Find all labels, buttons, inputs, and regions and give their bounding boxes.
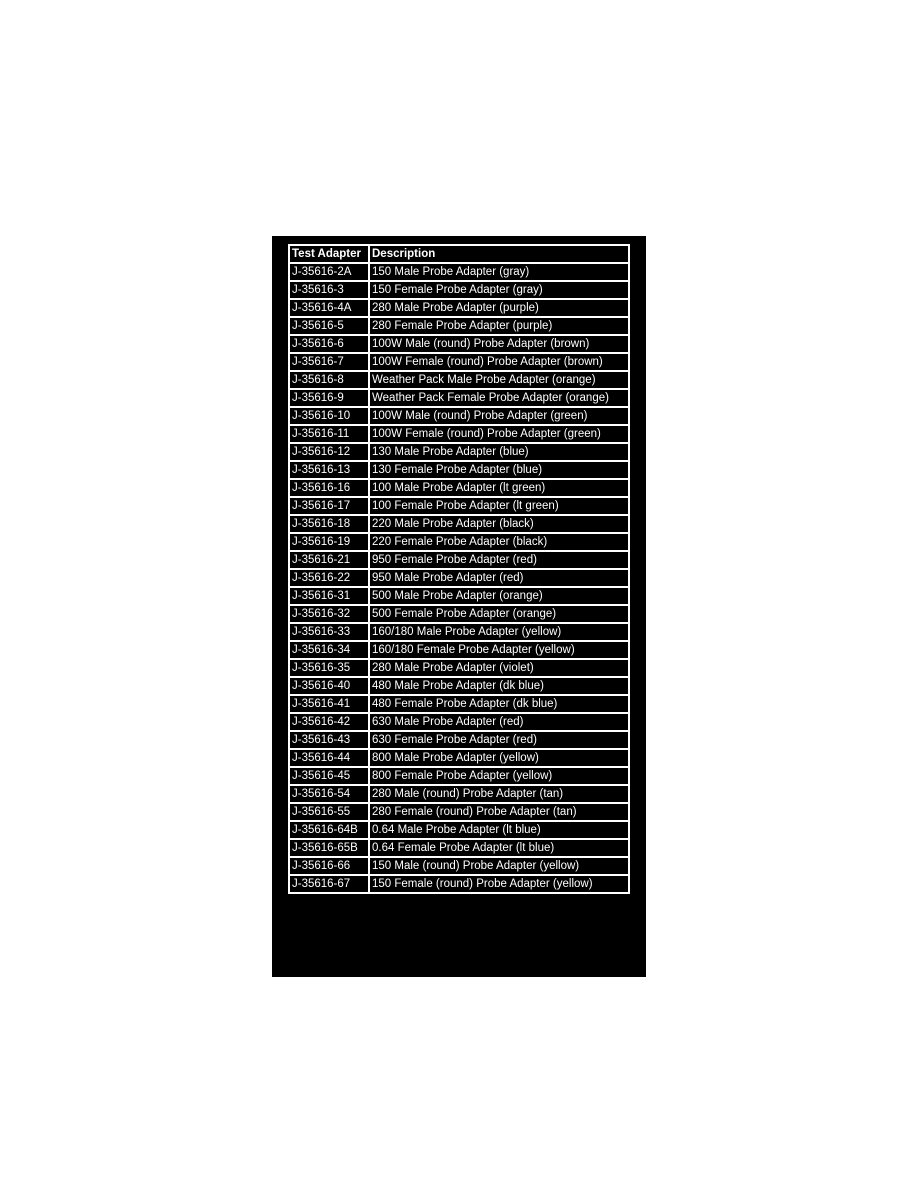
adapter-description: 500 Male Probe Adapter (orange) <box>369 587 629 605</box>
table-row <box>289 389 629 407</box>
table-row <box>289 335 629 353</box>
adapter-description: 800 Male Probe Adapter (yellow) <box>369 749 629 767</box>
adapter-description: 0.64 Female Probe Adapter (lt blue) <box>369 839 629 857</box>
adapter-description: 0.64 Male Probe Adapter (lt blue) <box>369 821 629 839</box>
table-row <box>289 857 629 875</box>
adapter-part-number: J-35616-19 <box>289 533 369 551</box>
table-row <box>289 821 629 839</box>
adapter-part-number: J-35616-33 <box>289 623 369 641</box>
adapter-table-panel <box>272 236 646 977</box>
adapter-description: 800 Female Probe Adapter (yellow) <box>369 767 629 785</box>
adapter-description: 280 Female Probe Adapter (purple) <box>369 317 629 335</box>
adapter-description: 150 Female Probe Adapter (gray) <box>369 281 629 299</box>
table-row <box>289 875 629 893</box>
adapter-part-number: J-35616-7 <box>289 353 369 371</box>
adapter-description: 130 Female Probe Adapter (blue) <box>369 461 629 479</box>
table-row <box>289 731 629 749</box>
table-row <box>289 785 629 803</box>
table-body <box>289 263 629 893</box>
table-row <box>289 461 629 479</box>
table-row <box>289 407 629 425</box>
adapter-part-number: J-35616-64B <box>289 821 369 839</box>
adapter-part-number: J-35616-5 <box>289 317 369 335</box>
adapter-part-number: J-35616-54 <box>289 785 369 803</box>
table-row <box>289 551 629 569</box>
adapter-description: 950 Male Probe Adapter (red) <box>369 569 629 587</box>
test-adapter-table <box>288 244 630 894</box>
table-row <box>289 479 629 497</box>
adapter-description: 150 Female (round) Probe Adapter (yellow) <box>369 875 629 893</box>
adapter-part-number: J-35616-21 <box>289 551 369 569</box>
adapter-part-number: J-35616-32 <box>289 605 369 623</box>
adapter-description: 950 Female Probe Adapter (red) <box>369 551 629 569</box>
table-row <box>289 443 629 461</box>
adapter-description: 130 Male Probe Adapter (blue) <box>369 443 629 461</box>
adapter-description: 100W Male (round) Probe Adapter (brown) <box>369 335 629 353</box>
adapter-part-number: J-35616-17 <box>289 497 369 515</box>
table-row <box>289 353 629 371</box>
table-row <box>289 497 629 515</box>
adapter-description: 100W Female (round) Probe Adapter (brown) <box>369 353 629 371</box>
table-row <box>289 839 629 857</box>
adapter-part-number: J-35616-41 <box>289 695 369 713</box>
table-row <box>289 533 629 551</box>
adapter-part-number: J-35616-6 <box>289 335 369 353</box>
adapter-description: 280 Male (round) Probe Adapter (tan) <box>369 785 629 803</box>
adapter-part-number: J-35616-12 <box>289 443 369 461</box>
adapter-description: 630 Female Probe Adapter (red) <box>369 731 629 749</box>
adapter-part-number: J-35616-10 <box>289 407 369 425</box>
adapter-description: 280 Male Probe Adapter (violet) <box>369 659 629 677</box>
adapter-description: 220 Male Probe Adapter (black) <box>369 515 629 533</box>
adapter-description: Weather Pack Male Probe Adapter (orange) <box>369 371 629 389</box>
table-row <box>289 677 629 695</box>
adapter-description: 100 Male Probe Adapter (lt green) <box>369 479 629 497</box>
table-row <box>289 713 629 731</box>
adapter-part-number: J-35616-22 <box>289 569 369 587</box>
adapter-description: 480 Female Probe Adapter (dk blue) <box>369 695 629 713</box>
adapter-part-number: J-35616-16 <box>289 479 369 497</box>
adapter-part-number: J-35616-31 <box>289 587 369 605</box>
column-header-test-adapter: Test Adapter <box>289 245 369 263</box>
table-row <box>289 587 629 605</box>
adapter-part-number: J-35616-18 <box>289 515 369 533</box>
adapter-description: Weather Pack Female Probe Adapter (orange) <box>369 389 629 407</box>
adapter-description: 100W Female (round) Probe Adapter (green) <box>369 425 629 443</box>
table-row <box>289 623 629 641</box>
adapter-part-number: J-35616-3 <box>289 281 369 299</box>
table-row <box>289 371 629 389</box>
adapter-part-number: J-35616-13 <box>289 461 369 479</box>
adapter-description: 220 Female Probe Adapter (black) <box>369 533 629 551</box>
table-row <box>289 803 629 821</box>
adapter-part-number: J-35616-67 <box>289 875 369 893</box>
table-row <box>289 569 629 587</box>
adapter-description: 630 Male Probe Adapter (red) <box>369 713 629 731</box>
table-row <box>289 659 629 677</box>
adapter-part-number: J-35616-4A <box>289 299 369 317</box>
adapter-part-number: J-35616-65B <box>289 839 369 857</box>
table-row <box>289 317 629 335</box>
adapter-part-number: J-35616-44 <box>289 749 369 767</box>
adapter-part-number: J-35616-45 <box>289 767 369 785</box>
adapter-part-number: J-35616-34 <box>289 641 369 659</box>
column-header-description: Description <box>369 245 629 263</box>
adapter-description: 150 Male (round) Probe Adapter (yellow) <box>369 857 629 875</box>
table-row <box>289 749 629 767</box>
adapter-description: 160/180 Male Probe Adapter (yellow) <box>369 623 629 641</box>
adapter-part-number: J-35616-43 <box>289 731 369 749</box>
adapter-part-number: J-35616-9 <box>289 389 369 407</box>
table-row <box>289 425 629 443</box>
adapter-description: 160/180 Female Probe Adapter (yellow) <box>369 641 629 659</box>
table-row <box>289 263 629 281</box>
table-row <box>289 281 629 299</box>
adapter-description: 150 Male Probe Adapter (gray) <box>369 263 629 281</box>
adapter-part-number: J-35616-42 <box>289 713 369 731</box>
adapter-part-number: J-35616-11 <box>289 425 369 443</box>
adapter-part-number: J-35616-66 <box>289 857 369 875</box>
adapter-description: 280 Male Probe Adapter (purple) <box>369 299 629 317</box>
adapter-part-number: J-35616-55 <box>289 803 369 821</box>
adapter-description: 100 Female Probe Adapter (lt green) <box>369 497 629 515</box>
table-row <box>289 695 629 713</box>
table-row <box>289 641 629 659</box>
adapter-part-number: J-35616-35 <box>289 659 369 677</box>
adapter-description: 280 Female (round) Probe Adapter (tan) <box>369 803 629 821</box>
adapter-part-number: J-35616-8 <box>289 371 369 389</box>
adapter-description: 500 Female Probe Adapter (orange) <box>369 605 629 623</box>
adapter-description: 480 Male Probe Adapter (dk blue) <box>369 677 629 695</box>
adapter-description: 100W Male (round) Probe Adapter (green) <box>369 407 629 425</box>
table-row <box>289 515 629 533</box>
table-row <box>289 605 629 623</box>
table-row <box>289 299 629 317</box>
table-row <box>289 767 629 785</box>
adapter-part-number: J-35616-2A <box>289 263 369 281</box>
table-header-row <box>289 245 629 263</box>
adapter-part-number: J-35616-40 <box>289 677 369 695</box>
